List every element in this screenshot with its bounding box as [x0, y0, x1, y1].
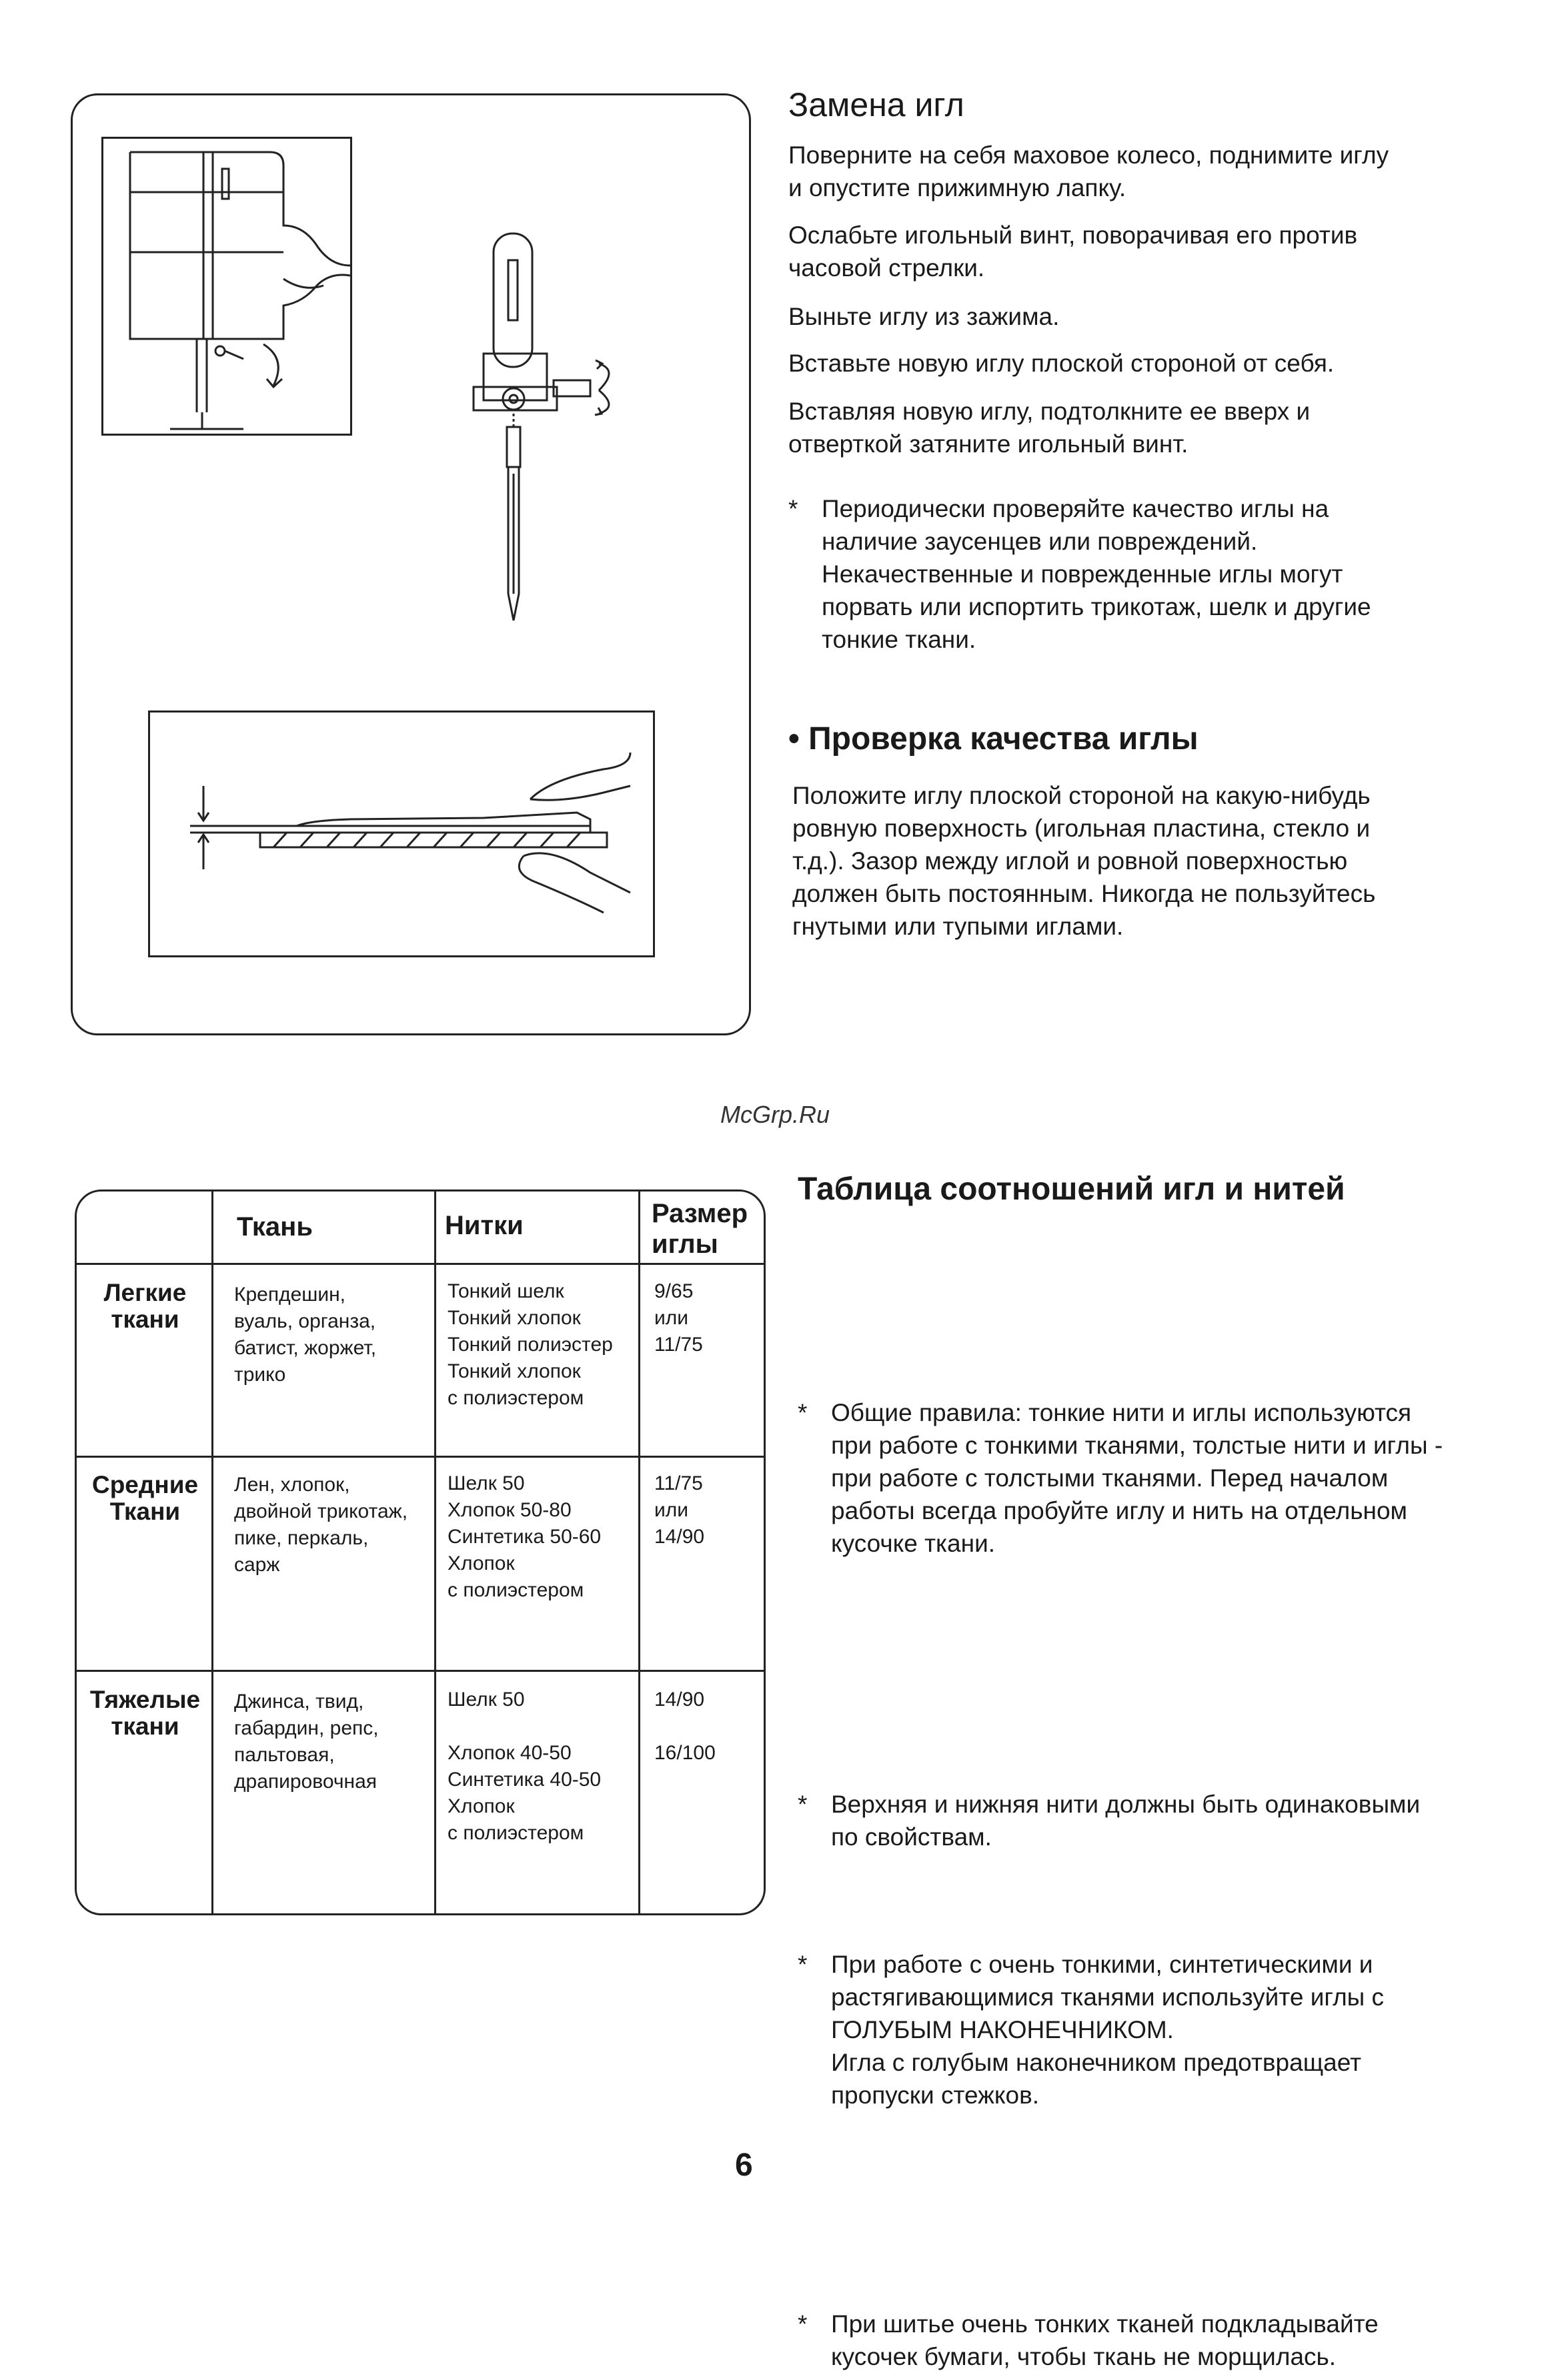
note-text: При шитье очень тонких тканей подкладывайте кусочек бумаги, чтобы ткань не морщилась. — [831, 2310, 1379, 2370]
row-heavy-fabric: Джинса, твид, габардин, репс, пальтовая, драпировочная — [234, 1691, 379, 1793]
row-medium-threads: Шелк 50 Хлопок 50-80 Синтетика 50-60 Хлопок с полиэстером — [448, 1472, 602, 1601]
machine-head-figure — [101, 137, 352, 436]
note-marker: * — [798, 1951, 808, 1978]
row-medium-size: 11/75 или 14/90 — [654, 1472, 705, 1548]
row-light-threads: Тонкий шелк Тонкий хлопок Тонкий полиэстер Тонкий хлопок с полиэстером — [448, 1280, 613, 1409]
step-3: Выньте иглу из зажима. — [788, 303, 1060, 330]
needle-thread-table — [75, 1190, 766, 1915]
ratio-title: Таблица соотношений игл и нитей — [798, 1171, 1345, 1207]
step-5: Вставляя новую иглу, подтолкните ее вверх и отверткой затяните игольный винт. — [788, 398, 1311, 458]
note-text: Общие правила: тонкие нити и иглы используются при работе с тонкими тканями, толстые нити и иглы - при работе с толстыми тканями. Перед началом работы всегда пробуйте иглу и нить на отдельном кусочке ткани. — [831, 1399, 1443, 1557]
needle-check-text: Положите иглу плоской стороной на какую-нибудь ровную поверхность (игольная пластина, стекло и т.д.). Зазор между иглой и ровной поверхностью должен быть постоянным. Никогда не пользуйтесь гнутыми или тупыми иглами. — [792, 782, 1376, 940]
needle-check-drawing — [150, 713, 653, 955]
row-heavy-size: 14/90 16/100 — [654, 1689, 716, 1764]
row-light-fabric: Крепдешин, вуаль, органза, батист, жоржет, трико — [234, 1284, 377, 1386]
ratio-note-2 — [798, 1788, 1445, 1853]
note-text: Периодически проверяйте качество иглы на наличие заусенцев или повреждений. Некачественные и поврежденные иглы могут порвать или испортить трикотаж, шелк и другие тонкие ткани. — [822, 495, 1371, 653]
row-divider — [77, 1263, 764, 1265]
watermark: McGrp.Ru — [720, 1101, 830, 1128]
row-light-size: 9/65 или 11/75 — [654, 1280, 703, 1356]
needle-check-title: • Проверка качества иглы — [788, 721, 1199, 757]
col-divider — [434, 1192, 436, 1913]
row-divider — [77, 1670, 764, 1672]
header-size: Размер иглы — [652, 1199, 748, 1259]
ratio-note-4 — [798, 2308, 1445, 2373]
header-fabric: Ткань — [237, 1212, 313, 1242]
row-group-heavy: Тяжелые ткани — [89, 1686, 201, 1740]
step-4: Вставьте новую иглу плоской стороной от себя. — [788, 350, 1335, 377]
note-marker: * — [788, 495, 798, 522]
col-divider — [638, 1192, 640, 1913]
note-marker: * — [798, 2310, 808, 2338]
ratio-note-1 — [798, 1396, 1445, 1560]
col-divider — [211, 1192, 213, 1913]
row-group-light: Легкие ткани — [103, 1279, 187, 1333]
machine-head-drawing — [103, 139, 350, 434]
header-threads: Нитки — [445, 1211, 524, 1240]
needle-change-title: Замена игл — [788, 86, 964, 123]
note-marker: * — [798, 1791, 808, 1818]
note-text: Верхняя и нижняя нити должны быть одинаковыми по свойствам. — [831, 1791, 1421, 1851]
row-group-medium: Средние Ткани — [91, 1471, 199, 1525]
row-heavy-threads: Шелк 50 Хлопок 40-50 Синтетика 40-50 Хлопок с полиэстером — [448, 1689, 602, 1844]
row-divider — [77, 1456, 764, 1458]
row-medium-fabric: Лен, хлопок, двойной трикотаж, пике, перкаль, сарж​ — [234, 1474, 408, 1576]
note-text: При работе с очень тонкими, синтетическими и растягивающимися тканями используйте иглы с ГОЛУБЫМ НАКОНЕЧНИКОМ. — [831, 1951, 1385, 2043]
needle-check-figure — [148, 710, 655, 957]
needle-clamp-drawing — [454, 220, 654, 647]
note-text-continued: Игла с голубым наконечником предотвращает пропуски стежков. — [831, 2049, 1362, 2109]
step-1: Поверните на себя маховое колесо, поднимите иглу и опустите прижимную лапку. — [788, 141, 1389, 201]
page-number: 6 — [735, 2148, 753, 2183]
needle-quality-note — [788, 492, 1422, 656]
note-marker: * — [798, 1399, 808, 1426]
ratio-note-3 — [798, 1948, 1445, 2111]
step-2: Ослабьте игольный винт, поворачивая его против часовой стрелки. — [788, 221, 1358, 282]
